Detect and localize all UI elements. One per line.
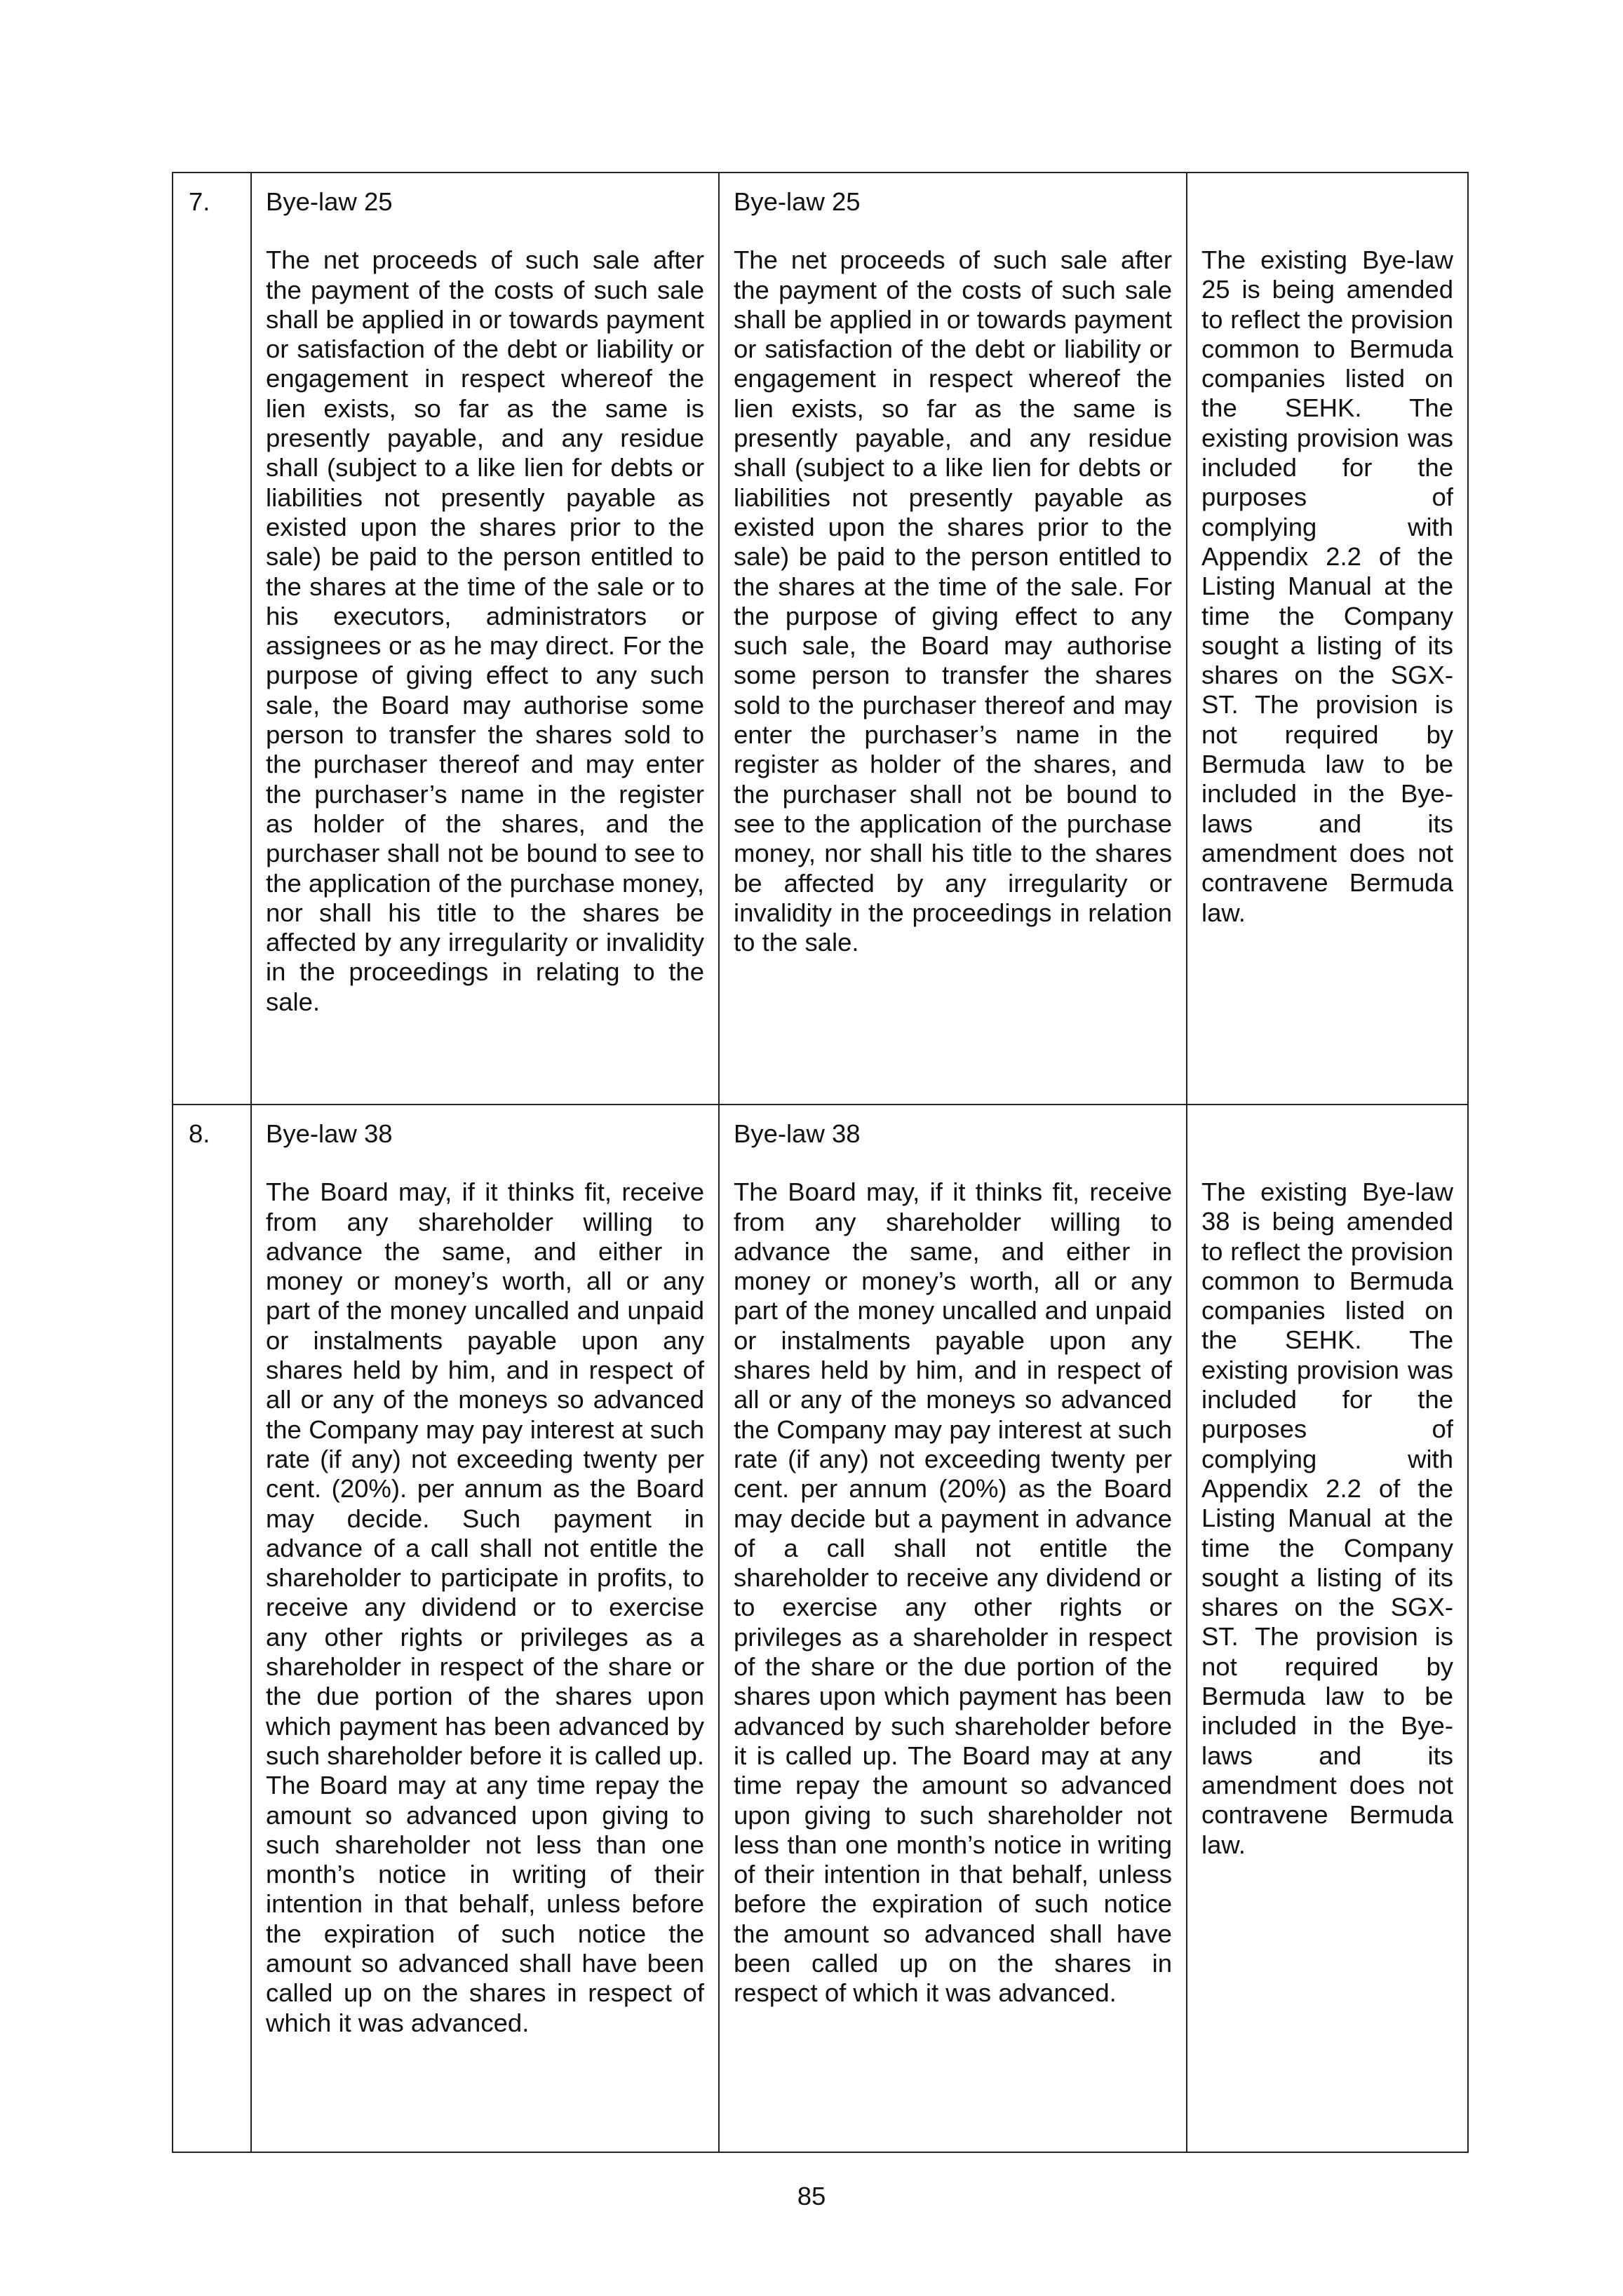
explanation-text: The existing Bye-law 25 is being amended to reflect the provision common to Bermuda companies listed on the SEHK. The existing provision was included for the purposes of complying with Appendix 2.2 of the Listing Manual at the time the Company sought a listing of its shares on the SGX-ST. The provision is not required by Bermuda law to be included in the Bye-laws and its amendment does not contravene Bermuda law. — [1201, 245, 1453, 927]
item-number: 7. — [173, 173, 251, 1105]
current-bye-law-text: The net proceeds of such sale after the payment of the costs of such sale shall be applied in or towards payment or satisfaction of the debt or liability or engagement in respect whereof the lien exists, so far as the same is presently payable, and any residue shall (subject to a like lien for debts or liabilities not presently payable as existed upon the shares prior to the sale) be paid to the person entitled to the shares at the time of the sale or to his executors, administrators or assignees or as he may direct. For the purpose of giving effect to any such sale, the Board may authorise some person to transfer the shares sold to the purchaser thereof and may enter the purchaser’s name in the register as holder of the shares, and the purchaser shall not be bound to see to the application of the purchase money, nor shall his title to the shares be affected by any irregularity or invalidity in the proceedings in relating to the sale. — [266, 245, 704, 1016]
explanation-text: The existing Bye-law 38 is being amended to reflect the provision common to Bermuda companies listed on the SEHK. The existing provision was included for the purposes of complying with Appendix 2.2 of the Listing Manual at the time the Company sought a listing of its shares on the SGX-ST. The provision is not required by Bermuda law to be included in the Bye-laws and its amendment does not contravene Bermuda law. — [1201, 1177, 1453, 1859]
amended-bye-law-title: Bye-law 38 — [734, 1119, 861, 1148]
page-number: 85 — [797, 2182, 826, 2210]
bye-law-comparison-table — [172, 172, 1469, 2153]
current-bye-law-cell — [251, 173, 719, 1105]
item-number: 8. — [173, 1105, 251, 2152]
table-row — [173, 173, 1468, 1105]
current-bye-law-cell — [251, 1105, 719, 2152]
amended-bye-law-text: The Board may, if it thinks fit, receive from any shareholder willing to advance the same, and either in money or money’s worth, all or any part of the money uncalled and unpaid or instalments payable upon any shares held by him, and in respect of all or any of the moneys so advanced the Company may pay interest at such rate (if any) not exceeding twenty per cent. per annum (20%) as the Board may decide but a payment in advance of a call shall not entitle the shareholder to receive any dividend or to exercise any other rights or privileges as a shareholder in respect of the share or the due portion of the shares upon which payment has been advanced by such shareholder before it is called up. The Board may at any time repay the amount so advanced upon giving to such shareholder not less than one month’s notice in writing of their intention in that behalf, unless before the expiration of such notice the amount so advanced shall have been called up on the shares in respect of which it was advanced. — [734, 1177, 1172, 2008]
current-bye-law-text: The Board may, if it thinks fit, receive from any shareholder willing to advance the same, and either in money or money’s worth, all or any part of the money uncalled and unpaid or instalments payable upon any shares held by him, and in respect of all or any of the moneys so advanced the Company may pay interest at such rate (if any) not exceeding twenty per cent. (20%). per annum as the Board may decide. Such payment in advance of a call shall not entitle the shareholder to participate in profits, to receive any dividend or to exercise any other rights or privileges as a shareholder in respect of the share or the due portion of the shares upon which payment has been advanced by such shareholder before it is called up. The Board may at any time repay the amount so advanced upon giving to such shareholder not less than one month’s notice in writing of their intention in that behalf, unless before the expiration of such notice the amount so advanced shall have been called up on the shares in respect of which it was advanced. — [266, 1177, 704, 2037]
current-bye-law-title: Bye-law 25 — [266, 187, 393, 216]
amended-bye-law-title: Bye-law 25 — [734, 187, 861, 216]
amended-bye-law-text: The net proceeds of such sale after the payment of the costs of such sale shall be applied in or towards payment or satisfaction of the debt or liability or engagement in respect whereof the lien exists, so far as the same is presently payable, and any residue shall (subject to a like lien for debts or liabilities not presently payable as existed upon the shares prior to the sale) be paid to the person entitled to the shares at the time of the sale. For the purpose of giving effect to any such sale, the Board may authorise some person to transfer the shares sold to the purchaser thereof and may enter the purchaser’s name in the register as holder of the shares, and the purchaser shall not be bound to see to the application of the purchase money, nor shall his title to the shares be affected by any irregularity or invalidity in the proceedings in relation to the sale. — [734, 245, 1172, 957]
table-row — [173, 1105, 1468, 2152]
amended-bye-law-cell — [719, 1105, 1187, 2152]
explanation-cell — [1187, 173, 1468, 1105]
current-bye-law-title: Bye-law 38 — [266, 1119, 393, 1148]
explanation-cell — [1187, 1105, 1468, 2152]
amended-bye-law-cell — [719, 173, 1187, 1105]
